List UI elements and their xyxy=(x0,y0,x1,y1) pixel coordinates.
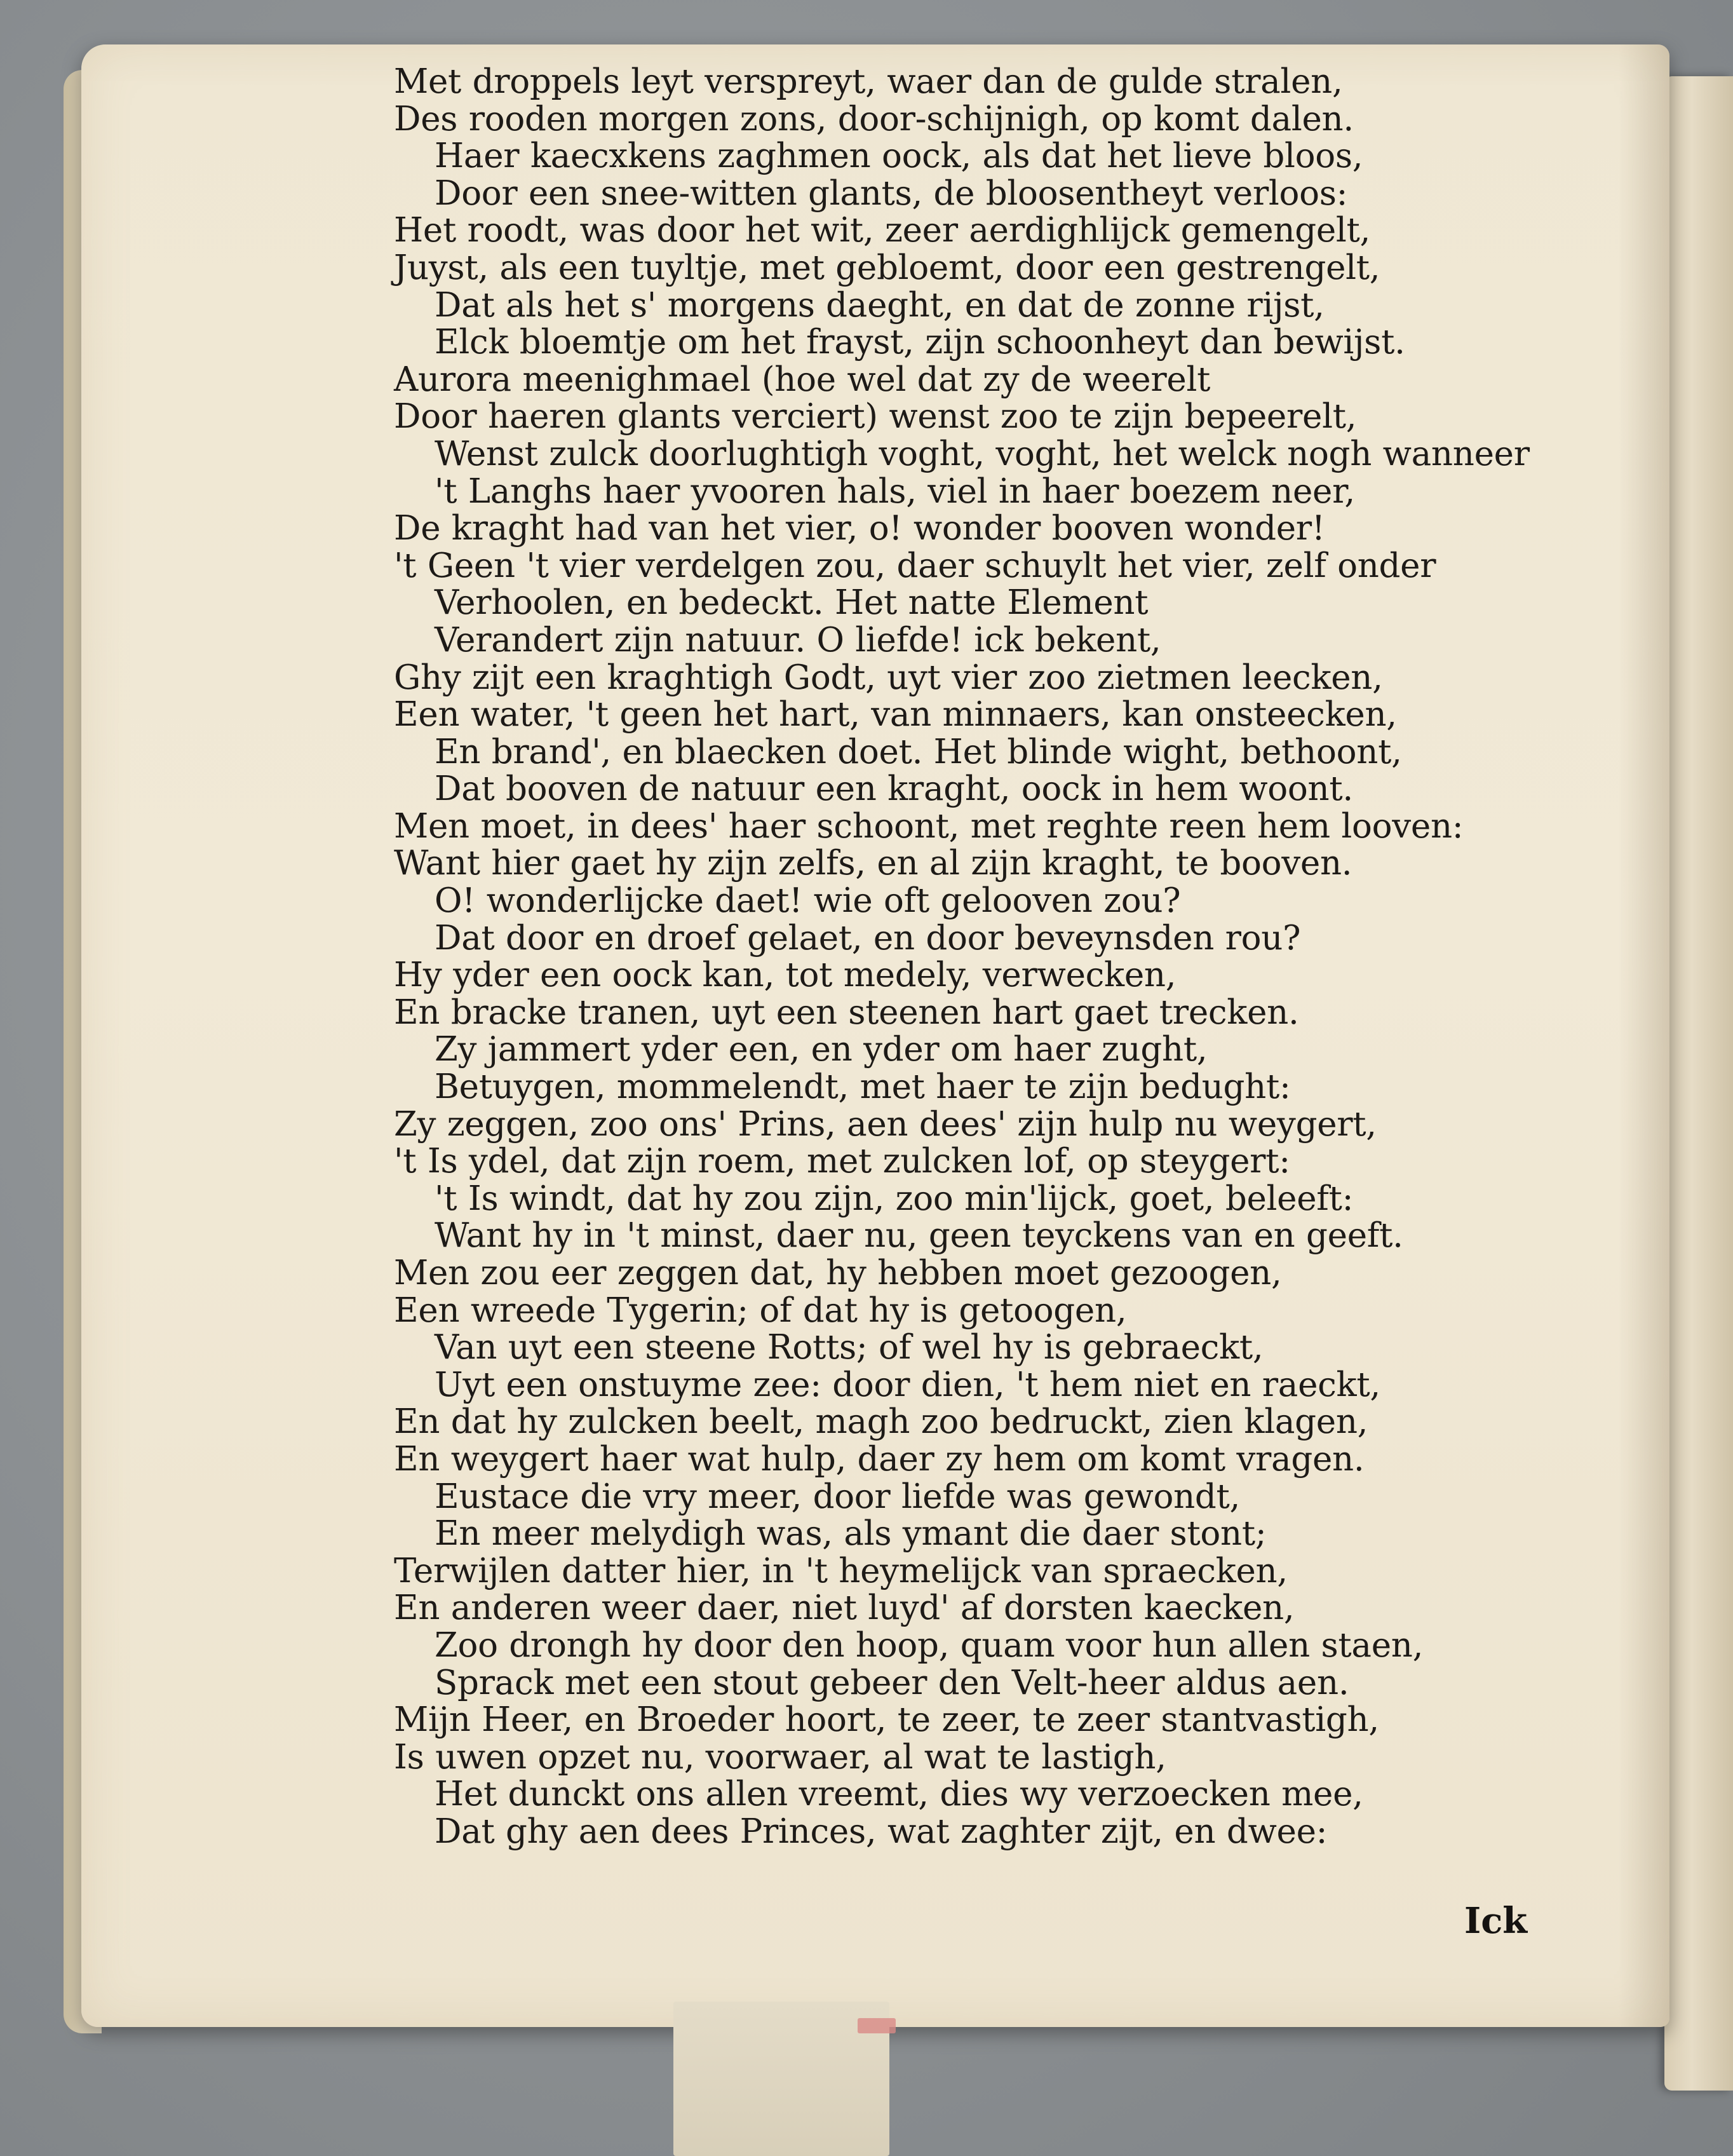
poem-line: Ghy zijt een kraghtigh Godt, uyt vier zoo zietmen leecken, xyxy=(394,658,1383,697)
poem-line: Door haeren glants verciert) wenst zoo te zijn bepeerelt, xyxy=(394,397,1357,437)
poem-line: Uyt een onstuyme zee: door dien, 't hem niet en raeckt, xyxy=(435,1365,1380,1404)
page-gutter-shadow xyxy=(1619,44,1669,2027)
poem-line: Des rooden morgen zons, door-schijnigh, op komt dalen. xyxy=(394,99,1354,139)
poem-line: Terwijlen datter hier, in 't heymelijck van spraecken, xyxy=(394,1551,1288,1590)
poem-line: Wenst zulck doorlughtigh voght, voght, het welck nogh wanneer xyxy=(435,434,1530,473)
poem-line: De kraght had van het vier, o! wonder booven wonder! xyxy=(394,509,1325,548)
poem-line: O! wonderlijcke daet! wie oft gelooven zou? xyxy=(435,881,1181,921)
poem-line: En brand', en blaecken doet. Het blinde wight, bethoont, xyxy=(435,732,1402,771)
poem-line: Verandert zijn natuur. O liefde! ick bekent, xyxy=(435,620,1161,660)
poem-line: Het dunckt ons allen vreemt, dies wy verzoecken mee, xyxy=(435,1775,1363,1814)
poem-line: Dat door en droef gelaet, en door beveynsden rou? xyxy=(435,918,1301,958)
poem-line: Aurora meenighmael (hoe wel dat zy de weerelt xyxy=(394,360,1211,399)
red-tab xyxy=(858,2018,896,2033)
poem-text xyxy=(394,62,1530,1851)
poem-line: Haer kaecxkens zaghmen oock, als dat het lieve bloos, xyxy=(435,137,1363,176)
facing-page-edge xyxy=(1664,76,1733,2091)
poem-line: Want hy in 't minst, daer nu, geen teyckens van en geeft. xyxy=(435,1216,1403,1256)
poem-line: Mijn Heer, en Broeder hoort, te zeer, te zeer stantvastigh, xyxy=(394,1700,1379,1740)
poem-line: Elck bloemtje om het frayst, zijn schoonheyt dan bewijst. xyxy=(435,323,1405,362)
poem-line: En bracke tranen, uyt een steenen hart gaet trecken. xyxy=(394,993,1299,1032)
paper-strip xyxy=(673,2002,889,2156)
poem-line: Zy zeggen, zoo ons' Prins, aen dees' zijn hulp nu weygert, xyxy=(394,1104,1377,1144)
poem-line: 't Is ydel, dat zijn roem, met zulcken lof, op steygert: xyxy=(394,1142,1290,1181)
poem-line: Een wreede Tygerin; of dat hy is getoogen, xyxy=(394,1291,1127,1330)
poem-line: Men moet, in dees' haer schoont, met reghte reen hem looven: xyxy=(394,806,1464,846)
poem-line: Van uyt een steene Rotts; of wel hy is gebraeckt, xyxy=(435,1328,1264,1367)
poem-line: Betuygen, mommelendt, met haer te zijn bedught: xyxy=(435,1068,1291,1107)
poem-line: En anderen weer daer, niet luyd' af dorsten kaecken, xyxy=(394,1589,1295,1628)
poem-line: Verhoolen, en bedeckt. Het natte Element xyxy=(435,583,1149,623)
poem-line: Door een snee-witten glants, de bloosentheyt verloos: xyxy=(435,173,1348,213)
poem-line: Een water, 't geen het hart, van minnaers, kan onsteecken, xyxy=(394,695,1397,735)
poem-line: Sprack met een stout gebeer den Velt-heer aldus aen. xyxy=(435,1663,1349,1702)
poem-line: Is uwen opzet nu, voorwaer, al wat te lastigh, xyxy=(394,1737,1166,1777)
poem-line: En weygert haer wat hulp, daer zy hem om komt vragen. xyxy=(394,1439,1365,1479)
poem-line: Het roodt, was door het wit, zeer aerdighlijck gemengelt, xyxy=(394,211,1371,250)
poem-line: Hy yder een oock kan, tot medely, verwecken, xyxy=(394,956,1177,995)
poem-line: Eustace die vry meer, door liefde was gewondt, xyxy=(435,1477,1241,1516)
poem-line: Zy jammert yder een, en yder om haer zught, xyxy=(435,1030,1208,1069)
poem-line: Dat ghy aen dees Princes, wat zaghter zijt, en dwee: xyxy=(435,1812,1328,1851)
poem-line: En meer melydigh was, als ymant die daer stont; xyxy=(435,1514,1267,1554)
poem-line: Dat als het s' morgens daeght, en dat de zonne rijst, xyxy=(435,285,1325,325)
catchword: Ick xyxy=(1464,1900,1528,1942)
poem-line: Juyst, als een tuyltje, met gebloemt, door een gestrengelt, xyxy=(394,248,1380,287)
poem-line: Dat booven de natuur een kraght, oock in hem woont. xyxy=(435,770,1353,809)
poem-line: 't Geen 't vier verdelgen zou, daer schuylt het vier, zelf onder xyxy=(394,546,1436,585)
poem-line: En dat hy zulcken beelt, magh zoo bedruckt, zien klagen, xyxy=(394,1402,1368,1442)
poem-line: Men zou eer zeggen dat, hy hebben moet gezoogen, xyxy=(394,1254,1282,1292)
poem-line: Met droppels leyt verspreyt, waer dan de gulde stralen, xyxy=(394,62,1343,101)
poem-line: Want hier gaet hy zijn zelfs, en al zijn kraght, te booven. xyxy=(394,844,1352,883)
poem-line: 't Langhs haer yvooren hals, viel in haer boezem neer, xyxy=(435,471,1355,511)
poem-line: Zoo drongh hy door den hoop, quam voor hun allen staen, xyxy=(435,1625,1424,1665)
poem-line: 't Is windt, dat hy zou zijn, zoo min'lijck, goet, beleeft: xyxy=(435,1179,1354,1218)
